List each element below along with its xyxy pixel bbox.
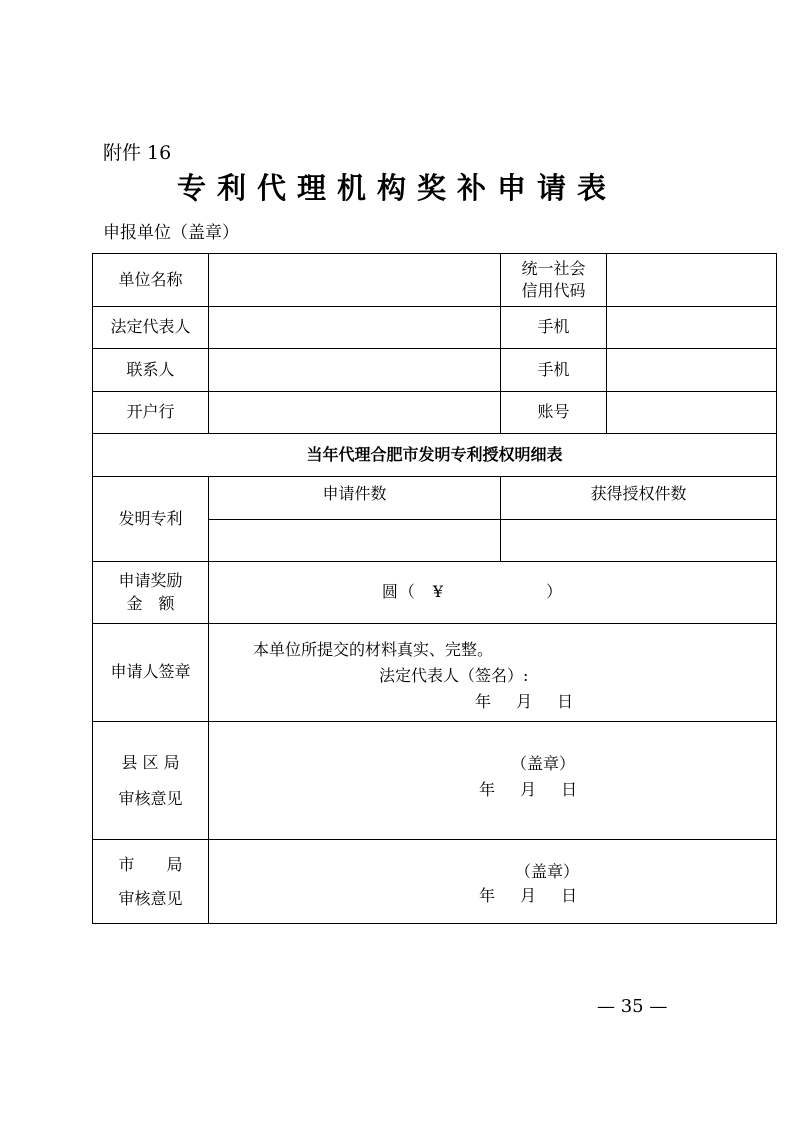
city-review-label [93, 840, 209, 924]
section-title: 当年代理合肥市发明专利授权明细表 [93, 434, 777, 477]
county-review-area[interactable] [209, 722, 777, 840]
county-review-date: 年 月 日 [479, 779, 578, 799]
invention-patent-label: 发明专利 [93, 477, 209, 562]
attachment-label: 附件 16 [103, 142, 172, 164]
account-label: 账号 [501, 392, 607, 434]
legal-rep-label: 法定代表人 [93, 307, 209, 349]
unit-name-field[interactable] [209, 254, 501, 307]
credit-code-field[interactable] [607, 254, 777, 307]
applicant-unit-label: 申报单位（盖章） [103, 223, 239, 243]
applications-count-header: 申请件数 [209, 477, 501, 520]
granted-count-header: 获得授权件数 [501, 477, 777, 520]
application-form-table [92, 253, 777, 924]
applicant-signature-label: 申请人签章 [93, 624, 209, 722]
county-review-label-line1: 县 区 局 [121, 753, 180, 773]
city-review-area[interactable] [209, 840, 777, 924]
document-title: 专利代理机构奖补申请表 [176, 171, 617, 205]
reward-amount-label [93, 562, 209, 624]
applications-count-field[interactable] [209, 520, 501, 562]
contact-label: 联系人 [93, 349, 209, 392]
contact-field[interactable] [209, 349, 501, 392]
credit-code-label-line2: 信用代码 [521, 281, 586, 300]
account-field[interactable] [607, 392, 777, 434]
bank-label: 开户行 [93, 392, 209, 434]
page-number: — 35 — [597, 996, 668, 1017]
declaration-text: 本单位所提交的材料真实、完整。 [253, 639, 494, 659]
city-review-date: 年 月 日 [479, 885, 578, 905]
signature-date: 年 月 日 [475, 691, 574, 711]
county-review-label [93, 722, 209, 840]
county-review-label-line2: 审核意见 [118, 788, 183, 808]
county-seal-label: （盖章） [511, 753, 576, 773]
reward-amount-label-line2: 金 额 [126, 593, 175, 613]
legal-rep-field[interactable] [209, 307, 501, 349]
contact-mobile-label: 手机 [501, 349, 607, 392]
granted-count-field[interactable] [501, 520, 777, 562]
credit-code-label [501, 254, 607, 307]
reward-amount-field[interactable]: 圆（ ¥ ） [209, 562, 777, 624]
contact-mobile-field[interactable] [607, 349, 777, 392]
city-seal-label: （盖章） [515, 861, 580, 881]
city-review-label-line1: 市 局 [118, 854, 183, 874]
credit-code-label-line1: 统一社会 [521, 258, 586, 278]
reward-amount-label-line1: 申请奖励 [118, 571, 183, 591]
bank-field[interactable] [209, 392, 501, 434]
legal-rep-mobile-label: 手机 [501, 307, 607, 349]
city-review-label-line2: 审核意见 [118, 888, 183, 908]
unit-name-label: 单位名称 [93, 254, 209, 307]
legal-rep-mobile-field[interactable] [607, 307, 777, 349]
legal-rep-signature-label: 法定代表人（签名）: [379, 665, 529, 685]
applicant-signature-area[interactable] [209, 624, 777, 722]
